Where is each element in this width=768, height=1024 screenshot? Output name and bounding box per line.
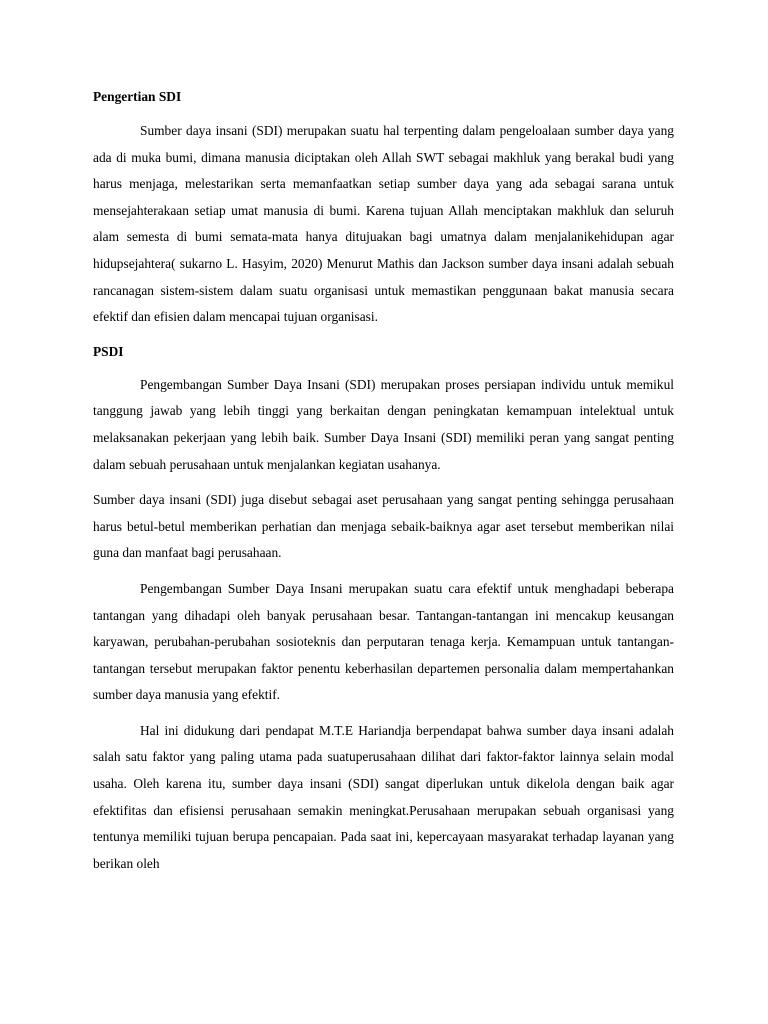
paragraph-development: Pengembangan Sumber Daya Insani (SDI) merupakan proses persiapan individu untuk memikul tanggung jawab yang lebih tinggi yang berkaitan dengan peningkatan kemampuan intelektual untuk melaksanakan pekerjaan yang lebih baik. Sumber Daya Insani (SDI) memiliki peran yang sangat penting dalam sebuah perusahaan untuk menjalankan kegiatan usahanya. — [93, 376, 674, 472]
paragraph-asset: Sumber daya insani (SDI) juga disebut sebagai aset perusahaan yang sangat penting sehingga perusahaan harus betul-betul memberikan perhatian dan menjaga sebaik-baiknya agar aset tersebut memberikan nilai guna dan manfaat bagi perusahaan. — [93, 492, 674, 561]
paragraph-challenges: Pengembangan Sumber Daya Insani merupakan suatu cara efektif untuk menghadapi beberapa tantangan yang dihadapi oleh banyak perusahaan besar. Tantangan-tantangan ini mencakup keusangan karyawan, perubahan-perubahan sosioteknis dan perputaran tenaga kerja. Kemampuan untuk tantangan-tantangan tersebut merupakan faktor penentu keberhasilan departemen personalia dalam mempertahankan sumber daya manusia yang efektif. — [93, 580, 674, 703]
heading-pengertian-sdi: Pengertian SDI — [93, 89, 182, 104]
paragraph-hariandja: Hal ini didukung dari pendapat M.T.E Hariandja berpendapat bahwa sumber daya insani adalah salah satu faktor yang paling utama pada suatuperusahaan dilihat dari faktor-faktor lainnya selain modal usaha. Oleh karena itu, sumber daya insani (SDI) sangat diperlukan untuk dikelola dengan baik agar efektifitas dan efisiensi perusahaan semakin meningkat.Perusahaan merupakan sebuah organisasi yang tentunya memiliki tujuan berupa pencapaian. Pada saat ini, kepercayaan masyarakat terhadap layanan yang berikan oleh — [93, 722, 674, 871]
paragraph-definition: Sumber daya insani (SDI) merupakan suatu hal terpenting dalam pengeloalaan sumber daya yang ada di muka bumi, dimana manusia diciptakan oleh Allah SWT sebagai makhluk yang berakal budi yang harus menjaga, melestarikan serta memanfaatkan setiap sumber daya yang ada sebagai sarana untuk mensejahterakaan setiap umat manusia di bumi. Karena tujuan Allah menciptakan makhluk dan seluruh alam semesta di bumi semata-mata hanya ditujuakan bagi umatnya dalam menjalanikehidupan agar hidupsejahtera( sukarno L. Hasyim, 2020) Menurut Mathis dan Jackson sumber daya insani adalah sebuah rancanagan sistem-sistem dalam suatu organisasi untuk memastikan penggunaan bakat manusia secara efektif dan efisien dalam mencapai tujuan organisasi. — [93, 123, 674, 325]
document-page — [93, 85, 674, 877]
heading-psdi: PSDI — [93, 343, 124, 359]
